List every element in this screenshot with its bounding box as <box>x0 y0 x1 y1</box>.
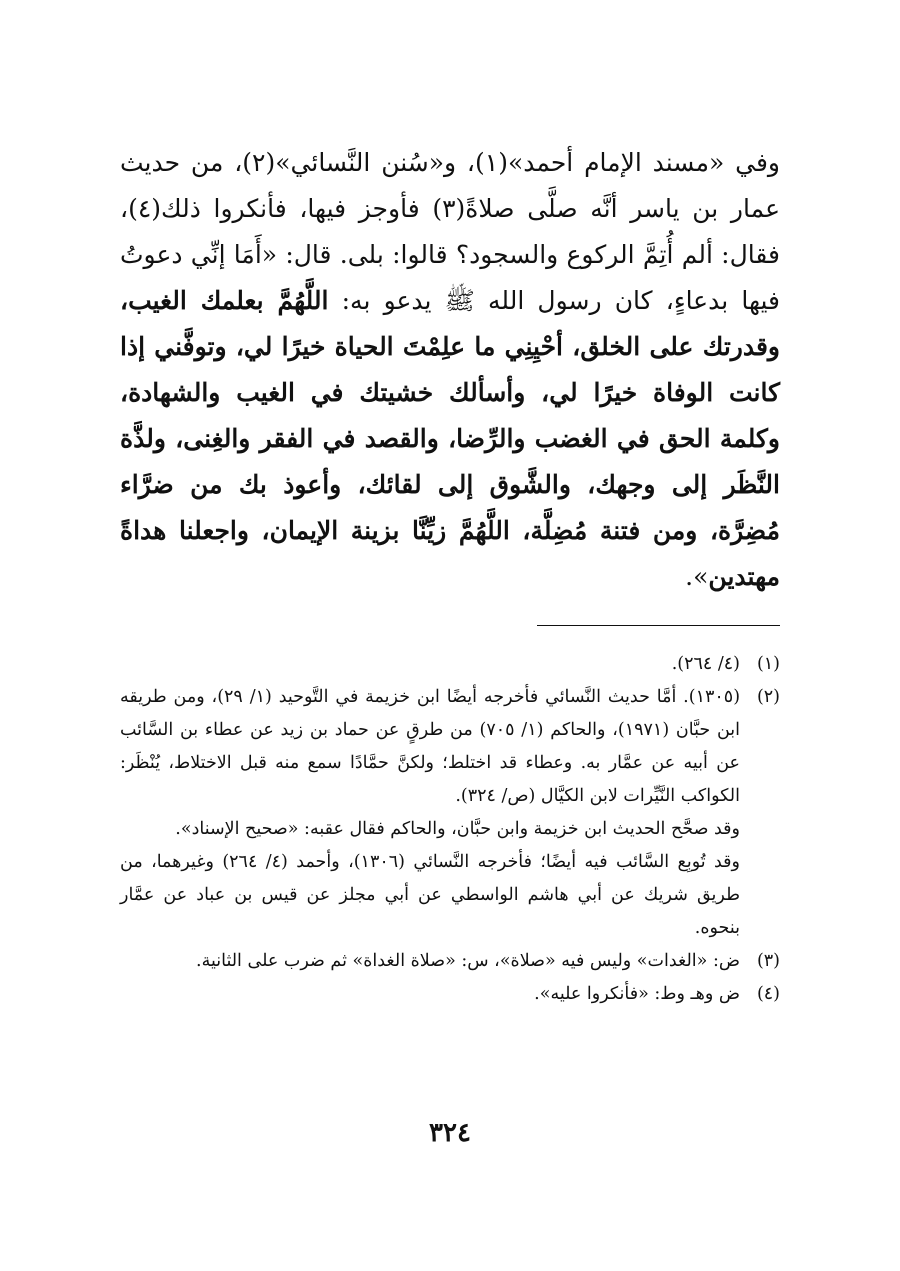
footnote-number: (٣) <box>756 951 780 971</box>
footnote-body <box>120 978 740 1011</box>
footnote-line: (٤/ ٢٦٤). <box>671 654 740 674</box>
main-text <box>120 140 780 600</box>
footnote-body <box>120 648 740 681</box>
footnote-line: ض وهـ وط: «فأنكروا عليه». <box>534 984 740 1004</box>
footnote-line: (١٣٠٥). أمَّا حديث النَّسائي فأخرجه أيضًا ابن خزيمة في التَّوحيد (١/ ٢٩)، ومن طريقه ابن حبَّان (١٩٧١)، والحاكم (١/ ٧٠٥) من طرقٍ عن حماد بن زيد عن عطاء بن السَّائب عن أبيه عن عمَّار به. وعطاء قد اختلط؛ ولكنَّ حمَّادًا سمع منه قبل الاختلاط، يُنْظَر: الكواكب النَّيِّرات لابن الكيَّال (ص/ ٣٢٤). <box>120 687 741 806</box>
footnote-number: (١) <box>756 654 780 674</box>
main-paragraph <box>120 140 780 600</box>
footnote-4 <box>120 978 780 1011</box>
footnote-number: (٢) <box>756 687 780 707</box>
footnote-2 <box>120 681 780 945</box>
footnote-line: وقد تُوبِع السَّائب فيه أيضًا؛ فأخرجه النَّسائي (١٣٠٦)، وأحمد (٤/ ٢٦٤) وغيرهما، من طريق شريك عن أبي هاشم الواسطي عن أبي مجلز عن قيس بن عباد عن عمَّار بنحوه. <box>120 852 740 938</box>
footnotes <box>120 648 780 1011</box>
main-ending: ». <box>685 562 709 591</box>
footnote-body <box>120 945 740 978</box>
footnote-number: (٤) <box>756 984 780 1004</box>
footnote-1 <box>120 648 780 681</box>
footnote-divider <box>537 625 780 626</box>
footnote-3 <box>120 945 780 978</box>
page-number: ٣٢٤ <box>429 1118 471 1148</box>
main-intro: وفي «مسند الإمام أحمد»(١)، و«سُنن النَّسائي»(٢)، من حديث عمار بن ياسر أنَّه صلَّى صلاةً(٣) فأوجز فيها، فأنكروا ذلك(٤)، فقال: ألم أُتِمَّ الركوع والسجود؟ قالوا: بلى. قال: «أَمَا إنِّي دعوتُ فيها بدعاءٍ، كان رسول الله ﷺ يدعو به: <box>120 148 780 315</box>
footnote-body <box>120 681 740 945</box>
dua-text: اللَّهُمَّ بعلمك الغيب، وقدرتك على الخلق، أحْيِنِي ما علِمْتَ الحياة خيرًا لي، وتوفَّني إذا كانت الوفاة خيرًا لي، وأسألك خشيتك في الغيب والشهادة، وكلمة الحق في الغضب والرِّضا، والقصد في الفقر والغِنى، ولذَّة النَّظَر إلى وجهك، والشَّوق إلى لقائك، وأعوذ بك من ضرَّاء مُضِرَّة، ومن فتنة مُضِلَّة، اللَّهُمَّ زيِّنَّا بزينة الإيمان، واجعلنا هداةً مهتدين <box>120 286 780 591</box>
footnote-line: وقد صحَّح الحديث ابن خزيمة وابن حبَّان، والحاكم فقال عقبه: «صحيح الإسناد». <box>175 819 740 839</box>
footnote-line: ض: «الغدات» وليس فيه «صلاة»، س: «صلاة الغداة» ثم ضرب على الثانية. <box>196 951 740 971</box>
